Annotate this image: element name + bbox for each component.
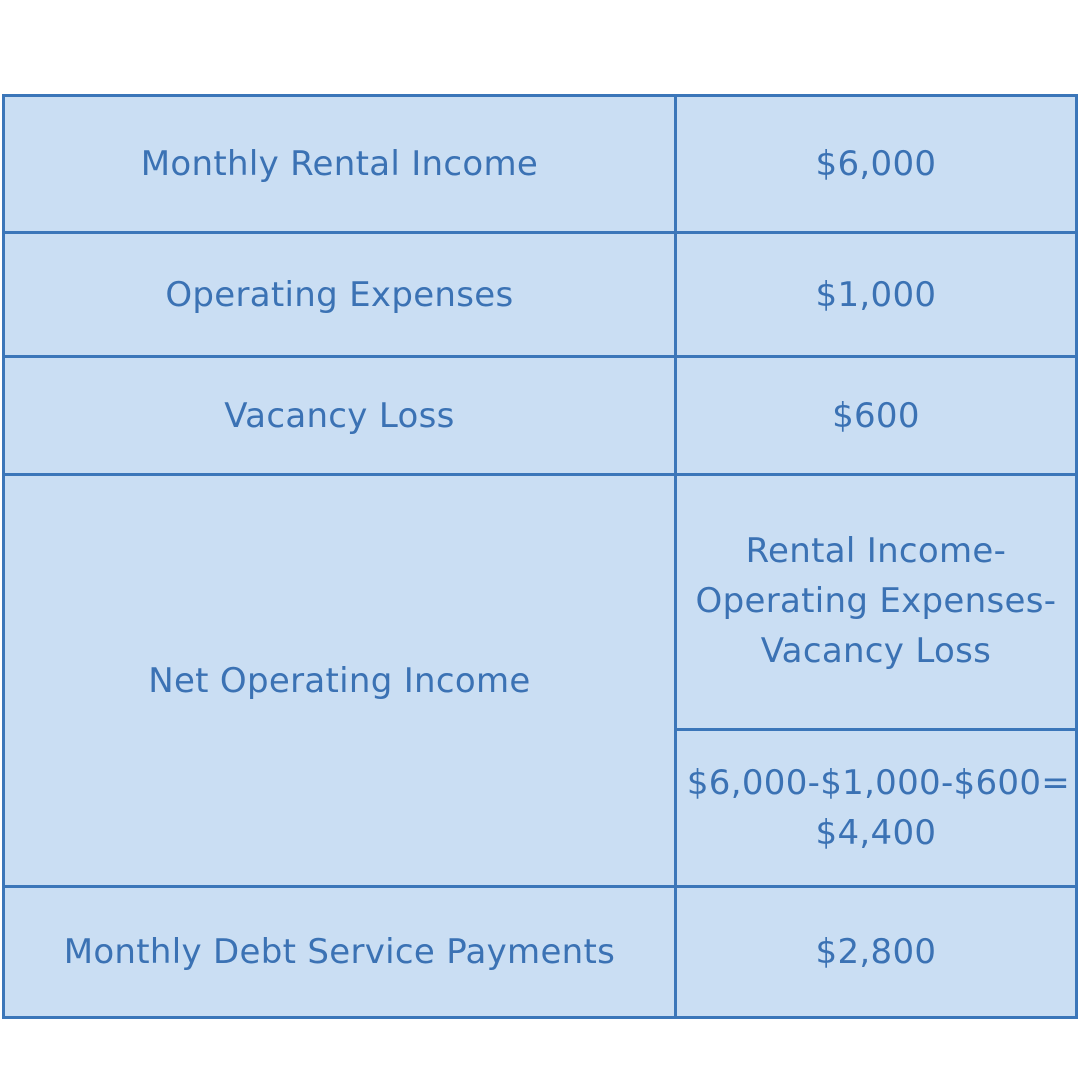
- noi-table: [2, 94, 1078, 1019]
- table-row: [4, 887, 1077, 1018]
- noi-calculation-cell: [675, 730, 1076, 887]
- row-value-monthly-debt-service-payments: $2,800: [675, 887, 1076, 1018]
- noi-formula-line: Vacancy Loss: [760, 631, 992, 671]
- noi-formula-cell: [675, 475, 1076, 730]
- row-value-vacancy-loss: $600: [675, 357, 1076, 475]
- row-label-operating-expenses: Operating Expenses: [4, 233, 676, 357]
- row-label-monthly-debt-service-payments: Monthly Debt Service Payments: [4, 887, 676, 1018]
- table-row: [4, 96, 1077, 233]
- row-value-monthly-rental-income: $6,000: [675, 96, 1076, 233]
- noi-formula-line: Operating Expenses-: [695, 581, 1057, 621]
- row-label-vacancy-loss: Vacancy Loss: [4, 357, 676, 475]
- table-row: [4, 475, 1077, 730]
- row-label-net-operating-income: Net Operating Income: [4, 475, 676, 887]
- noi-formula-line: Rental Income-: [745, 531, 1007, 571]
- row-value-operating-expenses: $1,000: [675, 233, 1076, 357]
- noi-calculation-line: $6,000-$1,000-$600=: [686, 763, 1071, 803]
- table-row: [4, 233, 1077, 357]
- noi-calculation-result: $4,400: [815, 813, 937, 853]
- table-row: [4, 357, 1077, 475]
- row-label-monthly-rental-income: Monthly Rental Income: [4, 96, 676, 233]
